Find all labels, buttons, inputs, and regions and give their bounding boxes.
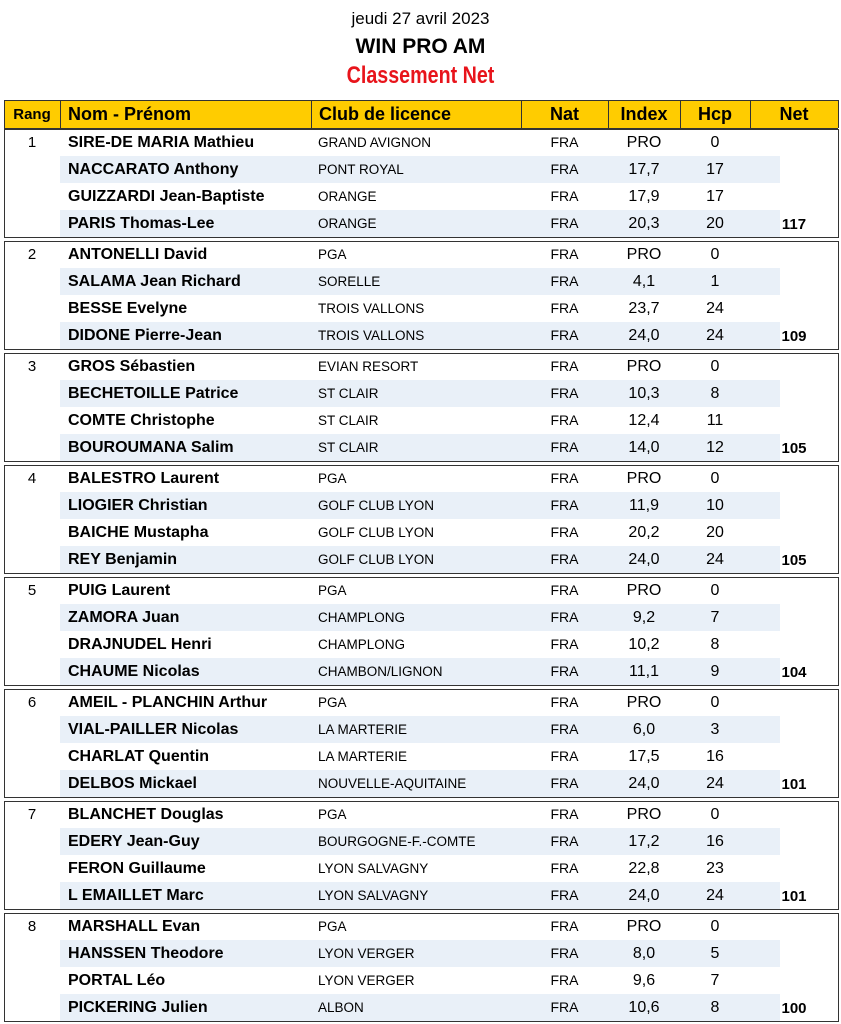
- player-first-name: Jean-Baptiste: [159, 188, 265, 205]
- player-club: LA MARTERIE: [318, 749, 408, 764]
- player-last-name: NACCARATO: [68, 161, 170, 178]
- player-index: 10,6: [628, 999, 660, 1016]
- player-last-name: VIAL-PAILLER: [68, 721, 178, 738]
- player-index: 22,8: [628, 860, 660, 877]
- team-net-score: 109: [781, 328, 807, 345]
- column-divider: [521, 100, 522, 128]
- player-index: 17,9: [628, 188, 660, 205]
- player-hcp: 0: [710, 134, 720, 151]
- player-last-name: HANSSEN: [68, 945, 147, 962]
- player-name: [60, 546, 311, 573]
- player-name: [60, 183, 311, 210]
- player-club: PONT ROYAL: [318, 162, 404, 177]
- player-nat: FRA: [550, 775, 579, 791]
- player-name: [60, 295, 311, 322]
- player-nat: FRA: [550, 860, 579, 876]
- player-hcp: 0: [710, 358, 720, 375]
- player-hcp: 8: [710, 636, 720, 653]
- player-nat: FRA: [550, 215, 579, 231]
- player-first-name: Henri: [170, 636, 212, 653]
- player-name: [60, 801, 311, 828]
- player-hcp: 16: [706, 833, 724, 850]
- player-last-name: COMTE: [68, 412, 126, 429]
- player-nat: FRA: [550, 358, 579, 374]
- header-hcp: Hcp: [680, 100, 750, 128]
- group-border: [4, 909, 838, 910]
- player-club: ST CLAIR: [318, 386, 379, 401]
- column-divider: [311, 100, 312, 128]
- player-first-name: Julien: [161, 999, 208, 1016]
- player-hcp: 16: [706, 748, 724, 765]
- player-name: [60, 407, 311, 434]
- player-club: ST CLAIR: [318, 440, 379, 455]
- player-index: PRO: [626, 246, 662, 263]
- player-nat: FRA: [550, 918, 579, 934]
- player-last-name: BALESTRO: [68, 470, 156, 487]
- player-hcp: 0: [710, 806, 720, 823]
- player-index: PRO: [626, 134, 662, 151]
- player-name: [60, 855, 311, 882]
- player-club: TROIS VALLONS: [318, 301, 425, 316]
- player-last-name: PICKERING: [68, 999, 157, 1016]
- player-first-name: Salim: [190, 439, 234, 456]
- player-name: [60, 770, 311, 797]
- group-border: [4, 461, 838, 462]
- player-first-name: Thomas-Lee: [120, 215, 215, 232]
- player-name: [60, 658, 311, 685]
- group-border: [4, 1021, 838, 1022]
- header-nat: Nat: [521, 100, 608, 128]
- player-last-name: PARIS: [68, 215, 116, 232]
- player-club: EVIAN RESORT: [318, 359, 419, 374]
- player-last-name: CHAUME: [68, 663, 139, 680]
- player-index: 17,7: [628, 161, 660, 178]
- team-rank: 6: [27, 694, 37, 711]
- player-club: LA MARTERIE: [318, 722, 408, 737]
- player-hcp: 10: [706, 497, 724, 514]
- player-index: 24,0: [628, 551, 660, 568]
- player-nat: FRA: [550, 694, 579, 710]
- player-first-name: Christophe: [130, 412, 215, 429]
- player-hcp: 5: [710, 945, 720, 962]
- column-divider: [680, 100, 681, 128]
- player-name: [60, 577, 311, 604]
- player-index: 17,2: [628, 833, 660, 850]
- player-last-name: BECHETOILLE: [68, 385, 181, 402]
- player-club: GOLF CLUB LYON: [318, 525, 435, 540]
- player-last-name: GUIZZARDI: [68, 188, 156, 205]
- player-nat: FRA: [550, 972, 579, 988]
- player-name: [60, 743, 311, 770]
- player-index: PRO: [626, 918, 662, 935]
- player-first-name: Benjamin: [105, 551, 178, 568]
- player-name: [60, 519, 311, 546]
- player-name: [60, 322, 311, 349]
- player-hcp: 3: [710, 721, 720, 738]
- player-nat: FRA: [550, 887, 579, 903]
- player-hcp: 0: [710, 246, 720, 263]
- player-index: 9,2: [632, 609, 656, 626]
- team-net-score: 101: [781, 776, 807, 793]
- player-club: ST CLAIR: [318, 413, 379, 428]
- player-hcp: 24: [706, 327, 724, 344]
- player-hcp: 11: [706, 412, 724, 429]
- player-index: 17,5: [628, 748, 660, 765]
- player-nat: FRA: [550, 748, 579, 764]
- player-index: 23,7: [628, 300, 660, 317]
- player-first-name: Guillaume: [128, 860, 206, 877]
- player-name: [60, 716, 311, 743]
- player-first-name: Christian: [138, 497, 208, 514]
- player-name: [60, 882, 311, 909]
- player-name: [60, 967, 311, 994]
- player-index: 11,1: [629, 663, 659, 680]
- group-border: [838, 353, 839, 462]
- player-last-name: PORTAL: [68, 972, 133, 989]
- player-name: [60, 353, 311, 380]
- player-last-name: REY: [68, 551, 101, 568]
- player-hcp: 9: [710, 663, 720, 680]
- player-index: PRO: [626, 358, 662, 375]
- player-name: [60, 940, 311, 967]
- player-nat: FRA: [550, 497, 579, 513]
- player-index: 12,4: [628, 412, 660, 429]
- player-index: 20,3: [628, 215, 660, 232]
- player-name: [60, 380, 311, 407]
- header-nom: Nom - Prénom: [60, 100, 311, 128]
- player-name: [60, 129, 311, 156]
- player-nat: FRA: [550, 188, 579, 204]
- player-nat: FRA: [550, 582, 579, 598]
- header-club: Club de licence: [311, 100, 521, 128]
- team-rank: 8: [27, 918, 37, 935]
- player-name: [60, 994, 311, 1021]
- player-hcp: 1: [710, 273, 720, 290]
- player-hcp: 23: [706, 860, 724, 877]
- header-index: Index: [608, 100, 680, 128]
- player-index: 10,2: [628, 636, 660, 653]
- table-border: [4, 100, 838, 101]
- player-last-name: GROS: [68, 358, 116, 375]
- player-first-name: Léo: [136, 972, 166, 989]
- player-nat: FRA: [550, 524, 579, 540]
- player-last-name: ANTONELLI: [68, 246, 160, 263]
- player-first-name: Sébastien: [119, 358, 196, 375]
- player-first-name: Laurent: [111, 582, 171, 599]
- player-first-name: Nicolas: [181, 721, 239, 738]
- player-nat: FRA: [550, 439, 579, 455]
- player-index: 10,3: [628, 385, 660, 402]
- column-divider: [4, 100, 5, 128]
- team-net-score: 104: [781, 664, 807, 681]
- column-divider: [750, 100, 751, 128]
- player-hcp: 24: [706, 551, 724, 568]
- player-name: [60, 828, 311, 855]
- player-nat: FRA: [550, 412, 579, 428]
- team-net-score: 101: [781, 888, 807, 905]
- player-club: CHAMBON/LIGNON: [318, 664, 443, 679]
- player-last-name: LIOGIER: [68, 497, 134, 514]
- player-nat: FRA: [550, 470, 579, 486]
- player-nat: FRA: [550, 806, 579, 822]
- group-border: [838, 577, 839, 686]
- player-last-name: ZAMORA: [68, 609, 138, 626]
- player-club: LYON VERGER: [318, 973, 415, 988]
- player-last-name: DIDONE: [68, 327, 131, 344]
- team-net-score: 117: [781, 216, 807, 233]
- group-border: [838, 801, 839, 910]
- player-name: [60, 465, 311, 492]
- team-net-score: 105: [781, 552, 807, 569]
- group-border: [838, 241, 839, 350]
- group-border: [838, 913, 839, 1022]
- player-first-name: Jean Richard: [140, 273, 241, 290]
- player-first-name: Juan: [142, 609, 180, 626]
- player-first-name: Anthony: [173, 161, 239, 178]
- player-hcp: 7: [710, 609, 720, 626]
- player-hcp: 0: [710, 470, 720, 487]
- group-border: [838, 465, 839, 574]
- player-last-name: L EMAILLET: [68, 887, 162, 904]
- player-name: [60, 156, 311, 183]
- player-club: BOURGOGNE-F.-COMTE: [318, 834, 476, 849]
- group-border: [838, 129, 839, 238]
- player-hcp: 17: [706, 188, 724, 205]
- player-nat: FRA: [550, 273, 579, 289]
- player-first-name: Evan: [161, 918, 201, 935]
- player-last-name: MARSHALL: [68, 918, 158, 935]
- player-index: 20,2: [628, 524, 660, 541]
- player-club: GOLF CLUB LYON: [318, 498, 435, 513]
- player-last-name: AMEIL - PLANCHIN: [68, 694, 215, 711]
- group-border: [4, 237, 838, 238]
- player-hcp: 7: [710, 972, 720, 989]
- group-border: [4, 797, 838, 798]
- player-hcp: 0: [710, 694, 720, 711]
- player-club: PGA: [318, 695, 347, 710]
- player-name: [60, 434, 311, 461]
- player-last-name: CHARLAT: [68, 748, 145, 765]
- group-border: [4, 685, 838, 686]
- team-rank: 4: [27, 470, 37, 487]
- player-first-name: Pierre-Jean: [134, 327, 222, 344]
- player-index: 24,0: [628, 775, 660, 792]
- team-net-score: 100: [781, 1000, 807, 1017]
- player-last-name: BOUROUMANA: [68, 439, 187, 456]
- player-first-name: Patrice: [185, 385, 239, 402]
- player-club: GRAND AVIGNON: [318, 135, 432, 150]
- event-date: jeudi 27 avril 2023: [351, 9, 490, 28]
- player-club: ORANGE: [318, 189, 377, 204]
- player-nat: FRA: [550, 161, 579, 177]
- player-club: CHAMPLONG: [318, 610, 406, 625]
- player-first-name: Nicolas: [142, 663, 200, 680]
- player-index: 11,9: [629, 497, 659, 514]
- header-net: Net: [750, 100, 838, 128]
- player-name: [60, 210, 311, 237]
- player-club: LYON SALVAGNY: [318, 861, 429, 876]
- team-rank: 7: [27, 806, 37, 823]
- column-divider: [60, 100, 61, 128]
- player-index: 14,0: [628, 439, 660, 456]
- player-index: 4,1: [632, 273, 656, 290]
- player-last-name: SALAMA: [68, 273, 136, 290]
- player-club: ORANGE: [318, 216, 377, 231]
- team-rank: 1: [27, 134, 37, 151]
- player-index: PRO: [626, 694, 662, 711]
- group-border: [838, 689, 839, 798]
- player-nat: FRA: [550, 721, 579, 737]
- player-nat: FRA: [550, 134, 579, 150]
- player-first-name: Douglas: [160, 806, 224, 823]
- group-border: [4, 573, 838, 574]
- player-club: TROIS VALLONS: [318, 328, 425, 343]
- player-name: [60, 604, 311, 631]
- player-first-name: Evelyne: [126, 300, 188, 317]
- player-hcp: 0: [710, 582, 720, 599]
- player-first-name: Marc: [166, 887, 204, 904]
- player-hcp: 12: [706, 439, 724, 456]
- player-club: ALBON: [318, 1000, 364, 1015]
- player-club: GOLF CLUB LYON: [318, 552, 435, 567]
- player-hcp: 0: [710, 918, 720, 935]
- player-first-name: Mustapha: [133, 524, 209, 541]
- player-index: PRO: [626, 806, 662, 823]
- column-divider: [608, 100, 609, 128]
- player-club: SORELLE: [318, 274, 381, 289]
- player-nat: FRA: [550, 385, 579, 401]
- column-divider: [838, 100, 839, 128]
- player-nat: FRA: [550, 551, 579, 567]
- player-nat: FRA: [550, 609, 579, 625]
- player-nat: FRA: [550, 246, 579, 262]
- player-club: LYON SALVAGNY: [318, 888, 429, 903]
- team-rank: 3: [27, 358, 37, 375]
- player-name: [60, 689, 311, 716]
- player-last-name: BAICHE: [68, 524, 130, 541]
- player-last-name: EDERY: [68, 833, 123, 850]
- player-last-name: DRAJNUDEL: [68, 636, 167, 653]
- player-hcp: 8: [710, 999, 720, 1016]
- player-name: [60, 913, 311, 940]
- player-club: PGA: [318, 807, 347, 822]
- player-first-name: Theodore: [150, 945, 224, 962]
- player-hcp: 8: [710, 385, 720, 402]
- player-index: PRO: [626, 470, 662, 487]
- player-first-name: Mickael: [139, 775, 197, 792]
- player-first-name: Laurent: [160, 470, 220, 487]
- player-hcp: 20: [706, 524, 724, 541]
- player-last-name: BLANCHET: [68, 806, 156, 823]
- event-title: WIN PRO AM: [355, 35, 486, 58]
- player-hcp: 24: [706, 887, 724, 904]
- player-first-name: Mathieu: [193, 134, 255, 151]
- player-index: 9,6: [632, 972, 656, 989]
- team-rank: 5: [27, 582, 37, 599]
- player-index: 8,0: [632, 945, 656, 962]
- group-border: [4, 349, 838, 350]
- player-index: 24,0: [628, 887, 660, 904]
- player-first-name: Jean-Guy: [126, 833, 200, 850]
- player-club: CHAMPLONG: [318, 637, 406, 652]
- player-name: [60, 492, 311, 519]
- player-nat: FRA: [550, 327, 579, 343]
- player-first-name: David: [163, 246, 208, 263]
- player-index: 24,0: [628, 327, 660, 344]
- player-index: 6,0: [632, 721, 656, 738]
- player-first-name: Arthur: [218, 694, 268, 711]
- player-nat: FRA: [550, 300, 579, 316]
- player-club: PGA: [318, 919, 347, 934]
- player-last-name: BESSE: [68, 300, 123, 317]
- player-nat: FRA: [550, 636, 579, 652]
- player-club: PGA: [318, 583, 347, 598]
- player-club: PGA: [318, 471, 347, 486]
- player-nat: FRA: [550, 999, 579, 1015]
- team-net-score: 105: [781, 440, 807, 457]
- player-hcp: 24: [706, 775, 724, 792]
- player-club: NOUVELLE-AQUITAINE: [318, 776, 467, 791]
- player-nat: FRA: [550, 945, 579, 961]
- header-rang: Rang: [4, 100, 60, 128]
- player-last-name: DELBOS: [68, 775, 135, 792]
- player-last-name: SIRE-DE MARIA: [68, 134, 190, 151]
- player-hcp: 24: [706, 300, 724, 317]
- player-name: [60, 241, 311, 268]
- player-club: LYON VERGER: [318, 946, 415, 961]
- player-last-name: PUIG: [68, 582, 108, 599]
- player-hcp: 20: [706, 215, 724, 232]
- team-rank: 2: [27, 246, 37, 263]
- player-club: PGA: [318, 247, 347, 262]
- player-hcp: 17: [706, 161, 724, 178]
- ranking-subtitle: Classement Net: [346, 62, 495, 89]
- player-nat: FRA: [550, 663, 579, 679]
- player-last-name: FERON: [68, 860, 124, 877]
- player-index: PRO: [626, 582, 662, 599]
- player-name: [60, 631, 311, 658]
- player-nat: FRA: [550, 833, 579, 849]
- player-name: [60, 268, 311, 295]
- player-first-name: Quentin: [148, 748, 210, 765]
